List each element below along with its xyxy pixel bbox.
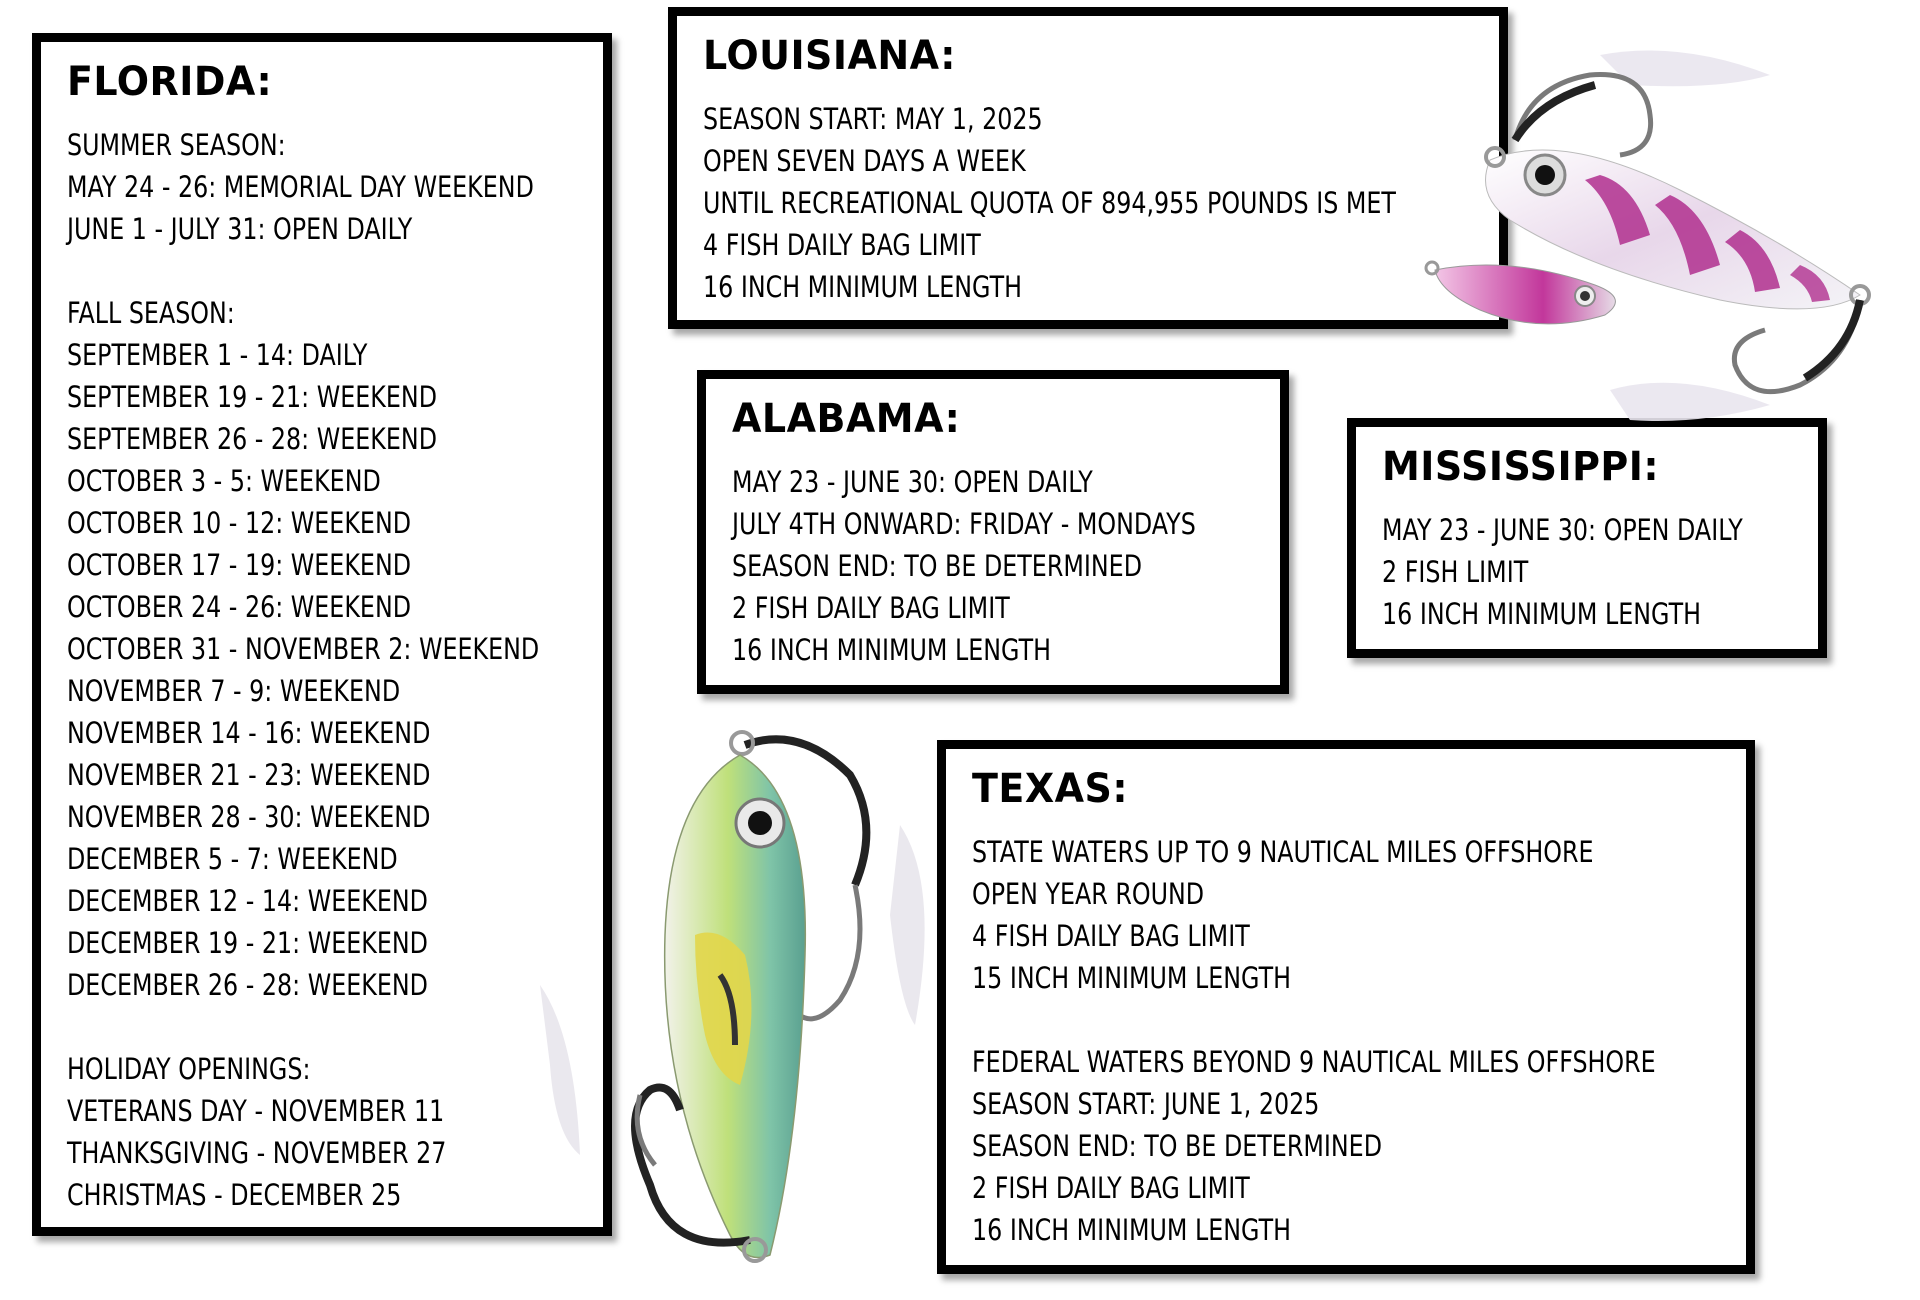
mississippi-line: 16 INCH MINIMUM LENGTH [1382, 597, 1702, 631]
florida-line: SUMMER SEASON: [67, 128, 286, 162]
louisiana-lines [703, 98, 1473, 308]
florida-line: OCTOBER 31 - NOVEMBER 2: WEEKEND [67, 632, 540, 666]
texas-line: OPEN YEAR ROUND [972, 877, 1205, 911]
florida-line: DECEMBER 12 - 14: WEEKEND [67, 884, 428, 918]
louisiana-line: 4 FISH DAILY BAG LIMIT [703, 228, 981, 262]
florida-line: NOVEMBER 7 - 9: WEEKEND [67, 674, 401, 708]
florida-line [67, 250, 485, 292]
texas-line [972, 999, 1585, 1041]
louisiana-line: OPEN SEVEN DAYS A WEEK [703, 144, 1026, 178]
florida-line: VETERANS DAY - NOVEMBER 11 [67, 1094, 445, 1128]
mississippi-panel [1347, 418, 1827, 658]
alabama-title: ALABAMA: [732, 396, 961, 442]
texas-line: 16 INCH MINIMUM LENGTH [972, 1213, 1292, 1247]
florida-line: SEPTEMBER 26 - 28: WEEKEND [67, 422, 438, 456]
green-jig-lure-icon [520, 715, 960, 1275]
florida-line: NOVEMBER 21 - 23: WEEKEND [67, 758, 431, 792]
florida-line: OCTOBER 10 - 12: WEEKEND [67, 506, 412, 540]
mississippi-line: MAY 23 - JUNE 30: OPEN DAILY [1382, 513, 1743, 547]
louisiana-line: SEASON START: MAY 1, 2025 [703, 102, 1043, 136]
florida-line: JUNE 1 - JULY 31: OPEN DAILY [67, 212, 413, 246]
florida-line: THANKSGIVING - NOVEMBER 27 [67, 1136, 447, 1170]
florida-line: OCTOBER 3 - 5: WEEKEND [67, 464, 381, 498]
louisiana-panel [668, 7, 1508, 329]
florida-line: OCTOBER 24 - 26: WEEKEND [67, 590, 412, 624]
florida-line: NOVEMBER 14 - 16: WEEKEND [67, 716, 431, 750]
louisiana-line: 16 INCH MINIMUM LENGTH [703, 270, 1023, 304]
alabama-panel [697, 370, 1289, 694]
alabama-line: 16 INCH MINIMUM LENGTH [732, 633, 1052, 667]
texas-line: 15 INCH MINIMUM LENGTH [972, 961, 1292, 995]
florida-line: DECEMBER 26 - 28: WEEKEND [67, 968, 428, 1002]
louisiana-line: UNTIL RECREATIONAL QUOTA OF 894,955 POUNDS IS MET [703, 186, 1396, 220]
florida-line: DECEMBER 5 - 7: WEEKEND [67, 842, 398, 876]
florida-line: CHRISTMAS - DECEMBER 25 [67, 1178, 402, 1212]
alabama-line: SEASON END: TO BE DETERMINED [732, 549, 1143, 583]
alabama-line: MAY 23 - JUNE 30: OPEN DAILY [732, 465, 1093, 499]
florida-line: SEPTEMBER 19 - 21: WEEKEND [67, 380, 438, 414]
texas-line: SEASON START: JUNE 1, 2025 [972, 1087, 1320, 1121]
texas-line: 4 FISH DAILY BAG LIMIT [972, 919, 1250, 953]
alabama-line: 2 FISH DAILY BAG LIMIT [732, 591, 1010, 625]
alabama-line: JULY 4TH ONWARD: FRIDAY - MONDAYS [732, 507, 1196, 541]
texas-lines [972, 831, 1720, 1251]
florida-line: SEPTEMBER 1 - 14: DAILY [67, 338, 368, 372]
texas-line: 2 FISH DAILY BAG LIMIT [972, 1171, 1250, 1205]
florida-line: OCTOBER 17 - 19: WEEKEND [67, 548, 412, 582]
florida-line: HOLIDAY OPENINGS: [67, 1052, 311, 1086]
florida-line: NOVEMBER 28 - 30: WEEKEND [67, 800, 431, 834]
mississippi-line: 2 FISH LIMIT [1382, 555, 1529, 589]
alabama-lines [732, 461, 1254, 671]
mississippi-title: MISSISSIPPI: [1382, 444, 1660, 490]
florida-line: FALL SEASON: [67, 296, 235, 330]
louisiana-title: LOUISIANA: [703, 33, 956, 79]
florida-line [67, 1006, 485, 1048]
texas-panel [937, 740, 1755, 1274]
texas-line: STATE WATERS UP TO 9 NAUTICAL MILES OFFSHORE [972, 835, 1594, 869]
pink-jig-lure-icon [1420, 30, 1920, 430]
florida-title: FLORIDA: [67, 59, 273, 105]
texas-line: SEASON END: TO BE DETERMINED [972, 1129, 1383, 1163]
florida-line: DECEMBER 19 - 21: WEEKEND [67, 926, 428, 960]
florida-lines [67, 124, 577, 1216]
texas-title: TEXAS: [972, 766, 1129, 812]
texas-line: FEDERAL WATERS BEYOND 9 NAUTICAL MILES OFFSHORE [972, 1045, 1656, 1079]
mississippi-lines [1382, 509, 1792, 635]
florida-line: MAY 24 - 26: MEMORIAL DAY WEEKEND [67, 170, 534, 204]
